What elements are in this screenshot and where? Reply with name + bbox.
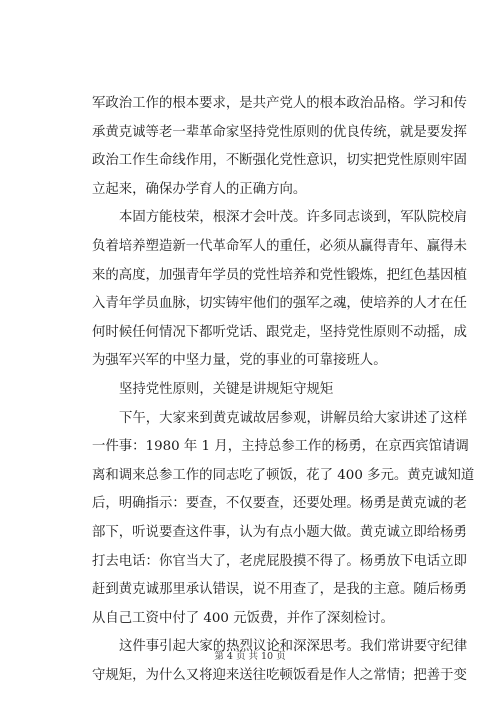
page-footer: 第 4 页 共 10 页 xyxy=(214,651,286,662)
text-line: 为强军兴军的中坚力量，党的事业的可靠接班人。 xyxy=(92,353,387,369)
text-line: 何时候任何情况下都听党话、跟党走，坚持党性原则不动摇，成 xyxy=(92,324,467,340)
text-line: 后，明确指示：要查，不仅要查，还要处理。杨勇是黄克诚的老 xyxy=(92,496,467,512)
text-line: 坚持党性原则，关键是讲规矩守规矩 xyxy=(119,381,334,397)
text-line: 来的高度，加强青年学员的党性培养和党性锻炼，把红色基因植 xyxy=(92,267,467,283)
text-line: 打去电话：你官当大了，老虎屁股摸不得了。杨勇放下电话立即 xyxy=(92,553,467,569)
text-line: 本固方能枝荣，根深才会叶茂。许多同志谈到，军队院校肩 xyxy=(119,210,468,226)
text-line: 负着培养塑造新一代革命军人的重任，必须从赢得青年、赢得未 xyxy=(92,238,467,254)
text-line: 军政治工作的根本要求，是共产党人的根本政治品格。学习和传 xyxy=(92,96,467,111)
text-line: 守规矩，为什么又将迎来送往吃顿饭看是作人之常情；把善于变 xyxy=(92,667,467,683)
text-line: 立起来，确保办学育人的正确方向。 xyxy=(92,181,307,197)
text-line: 从自己工资中付了 400 元饭费，并作了深刻检讨。 xyxy=(92,610,394,626)
text-line: 政治工作生命线作用，不断强化党性意识，切实把党性原则牢固 xyxy=(92,153,467,169)
text-line: 承黄克诚等老一辈革命家坚持党性原则的优良传统，就是要发挥 xyxy=(92,124,467,140)
text-line: 赶到黄克诚那里承认错误，说不用查了，是我的主意。随后杨勇 xyxy=(92,582,467,598)
text-line: 这件事引起大家的热烈议论和深深思考。我们常讲要守纪律 xyxy=(119,639,468,655)
text-line: 下午，大家来到黄克诚故居参观，讲解员给大家讲述了这样 xyxy=(119,410,468,426)
text-line: 一件事：1980 年 1 月，主持总参工作的杨勇，在京西宾馆请调 xyxy=(92,439,469,455)
text-line: 离和调来总参工作的同志吃了顿饭，花了 400 多元。黄克诚知道 xyxy=(92,467,475,483)
body-text xyxy=(92,90,475,690)
text-line: 部下，听说要查这件事，认为有点小题大做。黄克诚立即给杨勇 xyxy=(92,524,467,540)
text-line: 入青年学员血脉，切实铸牢他们的强军之魂，使培养的人才在任 xyxy=(92,296,467,312)
